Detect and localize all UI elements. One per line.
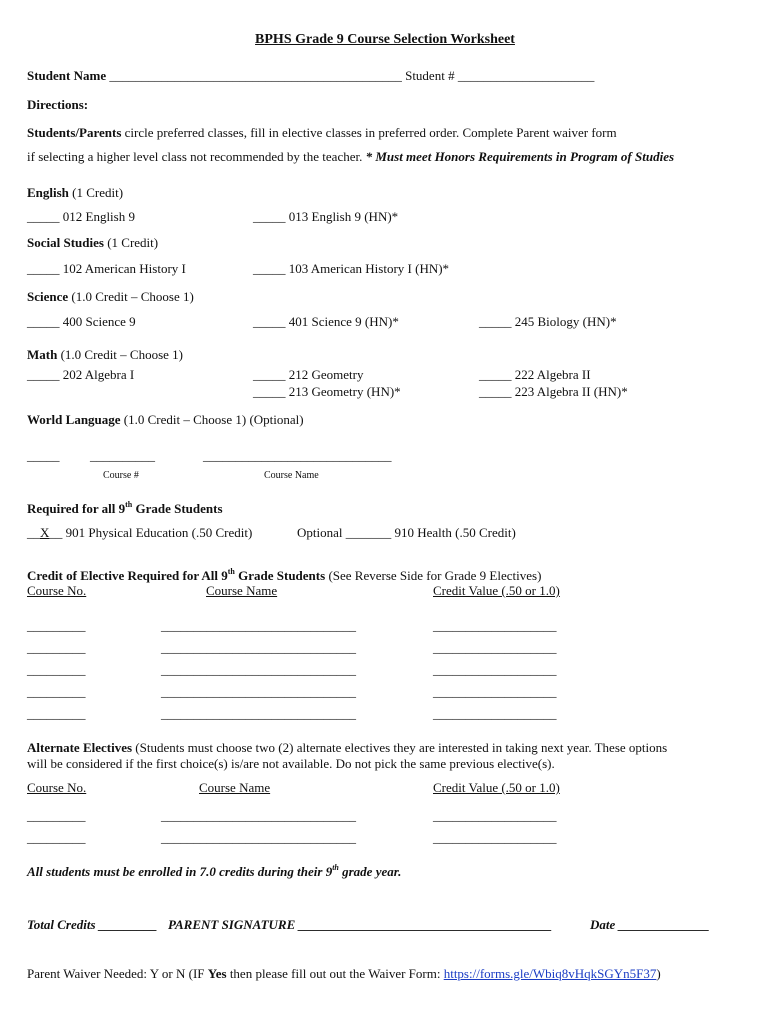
- elective-col-credit-value: Credit Value (.50 or 1.0): [433, 583, 560, 598]
- elective-heading-text: Credit of Elective Required for All 9: [27, 568, 228, 583]
- alternate-col-credit-value: Credit Value (.50 or 1.0): [433, 780, 560, 795]
- elective-course-no-fields: [27, 615, 86, 725]
- waiver-text-tail: then please fill out out the Waiver Form:: [226, 966, 444, 981]
- date-field[interactable]: Date ______________: [590, 917, 710, 932]
- elective-credit-field[interactable]: ___________________: [433, 640, 557, 655]
- alternate-course-name-field[interactable]: ______________________________: [161, 830, 356, 845]
- directions-lead: Students/Parents: [27, 125, 122, 140]
- elective-course-no-field[interactable]: _________: [27, 640, 86, 655]
- elective-credit-field[interactable]: ___________________: [433, 706, 557, 721]
- student-name-label: Student Name: [27, 68, 107, 83]
- required-heading-tail: Grade Students: [132, 501, 223, 516]
- alternate-col-course-name: Course Name: [199, 780, 271, 795]
- world-language-check-field[interactable]: _____: [27, 448, 60, 463]
- required-heading-sup: th: [125, 499, 133, 509]
- math-option-223[interactable]: _____ 223 Algebra II (HN)*: [479, 384, 628, 399]
- total-credits-field[interactable]: Total Credits _________: [27, 917, 158, 932]
- waiver-form-link[interactable]: https://forms.gle/Wbiq8vHqkSGYn5F37: [443, 966, 657, 981]
- parent-signature-field[interactable]: PARENT SIGNATURE _______________________________________: [168, 917, 553, 932]
- elective-course-no-field[interactable]: _________: [27, 618, 86, 633]
- elective-course-name-field[interactable]: ______________________________: [161, 640, 356, 655]
- alternate-credit-field[interactable]: ___________________: [433, 808, 557, 823]
- enrollment-note-sup: th: [332, 862, 339, 872]
- world-language-course-number-field[interactable]: __________: [90, 448, 155, 463]
- english-credit: (1 Credit): [68, 185, 124, 200]
- course-number-caption: Course #: [103, 470, 139, 481]
- page-title: BPHS Grade 9 Course Selection Worksheet: [255, 32, 515, 47]
- alternate-col-course-no: Course No.: [27, 780, 87, 795]
- alternate-course-no-field[interactable]: _________: [27, 830, 86, 845]
- elective-course-no-field[interactable]: _________: [27, 706, 86, 721]
- elective-heading-tail: Grade Students: [234, 568, 326, 583]
- alternate-course-no-field[interactable]: _________: [27, 808, 86, 823]
- elective-credit-field[interactable]: ___________________: [433, 684, 557, 699]
- elective-credit-field[interactable]: ___________________: [433, 618, 557, 633]
- student-number-field[interactable]: _____________________: [457, 68, 595, 83]
- pe-checked-mark[interactable]: X: [40, 525, 50, 540]
- english-heading: [27, 185, 123, 201]
- course-name-caption: Course Name: [264, 470, 319, 481]
- world-language-title: World Language: [27, 412, 121, 427]
- science-title: Science: [27, 289, 69, 304]
- alternate-heading: Alternate Electives: [27, 740, 133, 755]
- enrollment-note-text: All students must be enrolled in 7.0 credits during their 9: [27, 864, 333, 879]
- elective-course-name-fields: [161, 615, 356, 725]
- alternate-course-no-fields: [27, 805, 86, 849]
- alternate-text-2: will be considered if the first choice(s) is/are not available. Do not pick the same previous elective(s).: [27, 756, 555, 771]
- pe-course-text: __ 901 Physical Education (.50 Credit): [49, 525, 253, 540]
- math-option-222[interactable]: _____ 222 Algebra II: [479, 367, 591, 382]
- english-option-013[interactable]: _____ 013 English 9 (HN)*: [253, 209, 399, 224]
- waiver-yes: Yes: [207, 966, 227, 981]
- alternate-course-name-field[interactable]: ______________________________: [161, 808, 356, 823]
- english-title: English: [27, 185, 69, 200]
- alternate-text-1: (Students must choose two (2) alternate electives they are interested in taking next year. These options: [132, 740, 668, 755]
- elective-heading: [27, 568, 541, 584]
- waiver-close-paren: ): [656, 966, 661, 981]
- directions-line-1: [27, 125, 617, 141]
- english-option-012[interactable]: _____ 012 English 9: [27, 209, 135, 224]
- elective-col-course-no: Course No.: [27, 583, 87, 598]
- math-option-212[interactable]: _____ 212 Geometry: [253, 367, 364, 382]
- social-studies-heading: [27, 235, 158, 251]
- elective-heading-sup: th: [227, 566, 235, 576]
- elective-heading-note: (See Reverse Side for Grade 9 Electives): [325, 568, 542, 583]
- student-name-field[interactable]: _____________________________________________: [109, 68, 402, 83]
- directions-label: Directions:: [27, 97, 89, 112]
- pe-blank-left: __: [27, 525, 40, 540]
- math-title: Math: [27, 347, 58, 362]
- elective-credit-fields: [433, 615, 557, 725]
- waiver-text: Parent Waiver Needed: Y or N (IF: [27, 966, 208, 981]
- world-language-course-name-field[interactable]: _____________________________: [203, 448, 392, 463]
- math-option-213[interactable]: _____ 213 Geometry (HN)*: [253, 384, 401, 399]
- math-option-202[interactable]: _____ 202 Algebra I: [27, 367, 135, 382]
- elective-credit-field[interactable]: ___________________: [433, 662, 557, 677]
- parent-waiver-line: [27, 966, 661, 982]
- alternate-credit-fields: [433, 805, 557, 849]
- elective-course-name-field[interactable]: ______________________________: [161, 684, 356, 699]
- required-heading: [27, 501, 223, 517]
- world-language-credit: (1.0 Credit – Choose 1) (Optional): [120, 412, 304, 427]
- social-option-103[interactable]: _____ 103 American History I (HN)*: [253, 261, 450, 276]
- science-credit: (1.0 Credit – Choose 1): [68, 289, 194, 304]
- elective-course-name-field[interactable]: ______________________________: [161, 662, 356, 677]
- elective-course-name-field[interactable]: ______________________________: [161, 706, 356, 721]
- math-credit: (1.0 Credit – Choose 1): [57, 347, 183, 362]
- science-option-245[interactable]: _____ 245 Biology (HN)*: [479, 314, 617, 329]
- student-number-label: Student #: [405, 68, 455, 83]
- world-language-heading: [27, 412, 304, 428]
- social-option-102[interactable]: _____ 102 American History I: [27, 261, 186, 276]
- social-studies-title: Social Studies: [27, 235, 104, 250]
- pe-requirement: [27, 525, 252, 541]
- directions-text-1: circle preferred classes, fill in elective classes in preferred order. Complete Parent waiver form: [121, 125, 617, 140]
- science-option-400[interactable]: _____ 400 Science 9: [27, 314, 136, 329]
- elective-col-course-name: Course Name: [206, 583, 278, 598]
- honors-requirement-note: * Must meet Honors Requirements in Program of Studies: [365, 149, 675, 164]
- directions-line-2: [27, 149, 674, 165]
- math-heading: [27, 347, 183, 363]
- science-heading: [27, 289, 194, 305]
- health-optional[interactable]: Optional _______ 910 Health (.50 Credit): [297, 525, 516, 540]
- directions-text-2: if selecting a higher level class not recommended by the teacher.: [27, 149, 366, 164]
- enrollment-note: [27, 864, 401, 880]
- elective-course-no-field[interactable]: _________: [27, 662, 86, 677]
- social-studies-credit: (1 Credit): [103, 235, 159, 250]
- enrollment-note-tail: grade year.: [338, 864, 402, 879]
- alternate-line-1: [27, 740, 667, 756]
- elective-course-name-field[interactable]: ______________________________: [161, 618, 356, 633]
- elective-course-no-field[interactable]: _________: [27, 684, 86, 699]
- student-info-line: [27, 68, 594, 84]
- required-heading-text: Required for all 9: [27, 501, 126, 516]
- science-option-401[interactable]: _____ 401 Science 9 (HN)*: [253, 314, 399, 329]
- alternate-course-name-fields: [161, 805, 356, 849]
- alternate-credit-field[interactable]: ___________________: [433, 830, 557, 845]
